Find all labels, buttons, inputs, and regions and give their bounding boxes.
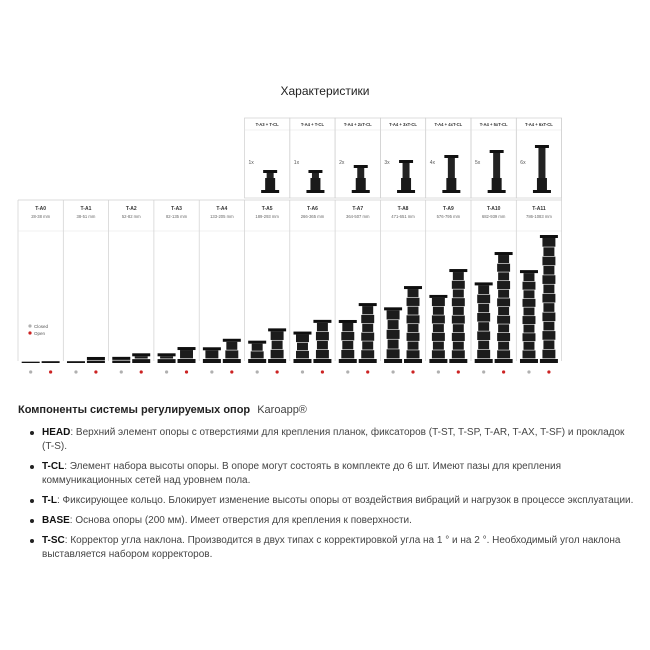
combo-icon-base [306, 190, 324, 193]
closed-pedestal-head [203, 347, 221, 350]
closed-pedestal-segment [297, 343, 308, 351]
closed-pedestal-base [429, 359, 447, 363]
open-pedestal-segment [226, 342, 237, 350]
model-range: 682-939 mm [481, 214, 506, 219]
open-pedestal-segment [317, 341, 328, 349]
closed-pedestal-segment [524, 325, 535, 333]
open-marker [185, 370, 188, 373]
closed-pedestal-segment [388, 340, 399, 349]
open-pedestal-segment [542, 238, 555, 247]
closed-pedestal-segment [523, 299, 536, 307]
combo-icon-extension [493, 153, 500, 178]
closed-pedestal-base [22, 362, 40, 363]
components-heading-text: Компоненты системы регулируемых опор [18, 404, 251, 416]
closed-pedestal-segment [296, 351, 309, 359]
open-marker [502, 370, 505, 373]
model-label: T-A7 [352, 206, 364, 212]
open-pedestal-head [313, 320, 331, 323]
closed-marker [165, 370, 168, 373]
open-pedestal-head [132, 353, 150, 356]
closed-marker [29, 370, 32, 373]
closed-marker [391, 370, 394, 373]
closed-pedestal-segment [477, 313, 490, 322]
open-pedestal-segment [498, 255, 509, 263]
component-desc: : Фиксирующее кольцо. Блокирует изменение высоты опоры от воздействия вибраций и нагрузок в процессе эксплуатации. [57, 495, 634, 506]
open-marker [140, 370, 143, 373]
legend-closed-marker [28, 324, 31, 327]
closed-pedestal-segment [432, 298, 445, 306]
closed-pedestal-segment [432, 315, 445, 323]
closed-pedestal-head [293, 332, 311, 335]
open-marker [49, 370, 52, 373]
open-pedestal-segment [407, 315, 420, 323]
open-pedestal-segment [453, 324, 464, 332]
closed-pedestal-segment [477, 350, 490, 359]
open-pedestal-segment [543, 247, 554, 256]
open-pedestal-base [178, 359, 196, 363]
combo-label: T-A4 + 3xT-CL [389, 122, 417, 127]
closed-pedestal-base [339, 359, 357, 363]
closed-pedestal-base [158, 359, 176, 363]
component-item-tcl [28, 460, 638, 488]
component-desc: : Корректор угла наклона. Производится в двух типах с корректировкой угла на 1 ° и на 2 °. Необходимый угол наклона выставляется набором корректоров. [42, 535, 621, 560]
model-range: 28-38 mm [31, 214, 51, 219]
closed-pedestal-segment [477, 295, 490, 304]
open-pedestal-segment [407, 350, 420, 358]
combo-icon-body [265, 178, 275, 190]
legend-open-label: Open [34, 331, 46, 336]
open-pedestal-segment [361, 333, 374, 341]
closed-pedestal-segment [387, 330, 400, 339]
closed-pedestal-segment [341, 332, 354, 340]
open-pedestal-segment [543, 303, 554, 312]
open-pedestal-segment [452, 333, 465, 341]
model-label: T-A8 [397, 206, 409, 212]
components-brand: Karoapp® [257, 404, 307, 416]
open-pedestal-segment [498, 307, 509, 315]
combo-icon-head [399, 160, 413, 163]
combo-icon-body [492, 178, 502, 190]
closed-pedestal-segment [523, 350, 536, 358]
open-marker [230, 370, 233, 373]
open-pedestal-head [178, 347, 196, 350]
model-range: 266-365 mm [300, 214, 325, 219]
component-term: HEAD [42, 427, 71, 438]
open-pedestal-segment [408, 342, 419, 350]
open-pedestal-base [42, 361, 60, 363]
combo-icon-head [490, 150, 504, 153]
closed-pedestal-segment [524, 307, 535, 315]
component-desc: : Основа опоры (200 мм). Имеет отверстия для крепления к поверхности. [69, 515, 412, 526]
component-desc: : Верхний элемент опоры с отверстиями для крепления планок, фиксаторов (T-ST, T-SP, T-AR, T-AX, T-SF) и прокладок (T-S). [42, 427, 625, 452]
open-pedestal-base [87, 361, 105, 363]
closed-marker [346, 370, 349, 373]
open-pedestal-segment [497, 350, 510, 358]
model-range: 364-507 mm [345, 214, 370, 219]
open-pedestal-segment [362, 341, 373, 349]
closed-pedestal-segment [387, 310, 400, 319]
closed-pedestal-head [248, 341, 266, 344]
combo-multiplier: 1x [293, 160, 300, 166]
combo-icon-head [263, 170, 277, 173]
model-range: 576-795 mm [436, 214, 461, 219]
closed-pedestal-segment [523, 316, 536, 324]
open-pedestal-head [87, 357, 105, 360]
closed-marker [437, 370, 440, 373]
open-pedestal-segment [543, 285, 554, 294]
component-item-tsc [28, 534, 638, 562]
combo-label: T-A4 + 4xT-CL [434, 122, 463, 127]
combo-icon-body [401, 178, 411, 190]
closed-pedestal-base [203, 359, 221, 363]
open-pedestal-segment [272, 341, 283, 350]
open-pedestal-head [268, 328, 286, 331]
closed-pedestal-head [112, 357, 130, 360]
model-range: 38-51 mm [76, 214, 96, 219]
component-term: T-CL [42, 461, 65, 472]
open-marker [457, 370, 460, 373]
closed-pedestal-segment [342, 341, 353, 349]
closed-pedestal-segment [478, 285, 489, 294]
open-pedestal-segment [452, 281, 465, 289]
open-pedestal-segment [497, 333, 510, 341]
open-pedestal-segment [498, 324, 509, 332]
open-pedestal-segment [407, 298, 420, 306]
open-pedestal-segment [180, 350, 193, 358]
open-pedestal-segment [271, 331, 284, 340]
page-title: Характеристики [280, 84, 370, 98]
combo-icon-extension [403, 163, 410, 178]
open-pedestal-segment [497, 281, 510, 289]
open-pedestal-segment [542, 275, 555, 284]
closed-marker [527, 370, 530, 373]
closed-pedestal-base [112, 361, 130, 363]
open-pedestal-segment [316, 350, 329, 358]
open-pedestal-segment [542, 331, 555, 340]
closed-marker [482, 370, 485, 373]
open-pedestal-segment [542, 257, 555, 266]
open-pedestal-segment [317, 323, 328, 331]
closed-pedestal-segment [524, 342, 535, 350]
combo-multiplier: 1x [248, 160, 254, 166]
open-pedestal-segment [542, 294, 555, 303]
open-pedestal-head [404, 286, 422, 289]
combo-label: T-A3 + T-CL [255, 122, 279, 127]
open-pedestal-segment [452, 298, 465, 306]
closed-pedestal-segment [342, 323, 353, 331]
open-marker [411, 370, 414, 373]
closed-pedestal-segment [478, 341, 489, 350]
combo-icon-base [488, 190, 506, 193]
combo-icon-base [261, 190, 279, 193]
model-label: T-A0 [35, 206, 47, 212]
closed-pedestal-base [475, 359, 493, 363]
closed-pedestal-head [475, 282, 493, 285]
closed-pedestal-segment [296, 335, 309, 343]
combo-multiplier: 2x [339, 160, 345, 166]
closed-pedestal-segment [478, 304, 489, 313]
open-pedestal-segment [453, 307, 464, 315]
combo-icon-head [535, 145, 549, 148]
combo-icon-body [356, 178, 366, 190]
closed-pedestal-segment [388, 320, 399, 329]
combo-multiplier: 3x [384, 160, 390, 166]
closed-pedestal-segment [477, 331, 490, 340]
model-label: T-A5 [261, 206, 273, 212]
combo-icon-head [354, 165, 368, 168]
combo-icon-base [397, 190, 415, 193]
model-label: T-A11 [532, 206, 546, 212]
closed-pedestal-base [384, 359, 402, 363]
closed-pedestal-segment [524, 273, 535, 281]
combo-icon-base [533, 190, 551, 193]
open-pedestal-segment [362, 324, 373, 332]
model-label: T-A10 [486, 206, 501, 212]
open-pedestal-segment [542, 350, 555, 359]
combo-icon-extension [448, 158, 455, 178]
combo-icon-head [308, 170, 322, 173]
closed-pedestal-segment [432, 350, 445, 358]
component-desc: : Элемент набора высоты опоры. В опоре могут состоять в комплекте до 6 шт. Имеют пазы для крепления коммуникационных сетей над уровнем пола. [42, 461, 562, 486]
closed-marker [256, 370, 259, 373]
open-pedestal-segment [361, 315, 374, 323]
model-label: T-A4 [216, 206, 228, 212]
closed-pedestal-segment [205, 350, 218, 358]
closed-pedestal-head [520, 270, 538, 273]
closed-pedestal-segment [432, 333, 445, 341]
closed-pedestal-segment [523, 282, 536, 290]
model-range: 82-135 mm [165, 214, 188, 219]
component-item-base [28, 514, 638, 528]
open-pedestal-segment [452, 316, 465, 324]
open-pedestal-segment [543, 266, 554, 275]
closed-pedestal-segment [251, 351, 264, 358]
open-pedestal-base [359, 359, 377, 363]
closed-pedestal-base [293, 359, 311, 363]
closed-pedestal-segment [433, 307, 444, 315]
combo-label: T-A4 + 6xT-CL [525, 122, 553, 127]
closed-pedestal-segment [252, 344, 263, 351]
model-range: 189-293 mm [255, 214, 279, 219]
open-pedestal-segment [408, 289, 419, 297]
closed-marker [301, 370, 304, 373]
closed-pedestal-segment [341, 350, 354, 358]
open-pedestal-segment [361, 350, 374, 358]
open-pedestal-segment [498, 272, 509, 280]
model-label: T-A6 [307, 206, 318, 212]
model-label: T-A2 [125, 206, 137, 212]
closed-marker [120, 370, 123, 373]
open-pedestal-head [223, 339, 241, 342]
closed-pedestal-head [384, 307, 402, 310]
open-pedestal-base [404, 359, 422, 363]
open-pedestal-segment [407, 333, 420, 341]
component-term: BASE [42, 515, 70, 526]
open-pedestal-segment [453, 342, 464, 350]
model-label: T-A9 [442, 206, 454, 212]
open-pedestal-segment [542, 312, 555, 321]
component-term: T-SC [42, 535, 65, 546]
closed-pedestal-base [248, 359, 266, 363]
model-range: 133-205 mm [210, 214, 234, 219]
combo-label: T-A4 + 5xT-CL [479, 122, 508, 127]
closed-pedestal-segment [433, 342, 444, 350]
open-pedestal-segment [135, 356, 148, 358]
component-item-tl [28, 494, 638, 508]
closed-pedestal-base [67, 361, 85, 363]
open-pedestal-base [132, 359, 150, 363]
components-list [18, 426, 638, 562]
components-heading [18, 404, 638, 416]
legend-closed-label: Closed [34, 324, 49, 329]
legend-open-marker [28, 331, 31, 334]
open-pedestal-base [449, 359, 467, 363]
open-pedestal-segment [543, 340, 554, 349]
open-pedestal-segment [498, 342, 509, 350]
closed-pedestal-segment [387, 349, 400, 358]
open-pedestal-segment [497, 264, 510, 272]
open-pedestal-segment [497, 298, 510, 306]
closed-pedestal-segment [433, 324, 444, 332]
closed-pedestal-segment [478, 322, 489, 331]
combo-icon-body [537, 178, 547, 190]
closed-marker [210, 370, 213, 373]
combo-multiplier: 6x [520, 160, 526, 166]
open-pedestal-segment [453, 289, 464, 297]
combo-icon-extension [312, 173, 319, 178]
open-pedestal-head [540, 235, 558, 238]
model-range: 52-82 mm [121, 214, 141, 219]
combo-icon-base [442, 190, 460, 193]
combo-multiplier: 5x [475, 160, 481, 166]
open-pedestal-base [313, 359, 331, 363]
open-pedestal-head [359, 303, 377, 306]
open-marker [547, 370, 550, 373]
open-pedestal-head [449, 269, 467, 272]
open-pedestal-segment [498, 290, 509, 298]
open-pedestal-base [540, 359, 558, 363]
open-pedestal-segment [316, 332, 329, 340]
open-pedestal-base [223, 359, 241, 363]
model-label: T-A1 [80, 206, 92, 212]
closed-pedestal-segment [160, 356, 173, 358]
components-section [18, 404, 638, 568]
model-range: 471-651 mm [391, 214, 415, 219]
open-pedestal-segment [453, 272, 464, 280]
open-marker [94, 370, 97, 373]
open-pedestal-base [495, 359, 513, 363]
component-term: T-L [42, 495, 57, 506]
closed-marker [74, 370, 77, 373]
closed-pedestal-head [339, 320, 357, 323]
open-marker [321, 370, 324, 373]
combo-icon-extension [357, 168, 364, 178]
closed-pedestal-segment [524, 290, 535, 298]
combo-icon-body [446, 178, 456, 190]
combo-icon-body [310, 178, 320, 190]
model-label: T-A3 [171, 206, 182, 212]
model-range: 786-1083 mm [526, 214, 552, 219]
open-pedestal-segment [408, 307, 419, 315]
open-marker [276, 370, 279, 373]
closed-pedestal-head [158, 353, 176, 356]
combo-label: T-A4 + 2xT-CL [343, 122, 372, 127]
component-item-head [28, 426, 638, 454]
open-pedestal-segment [225, 350, 238, 358]
open-pedestal-segment [543, 322, 554, 331]
pedestal-height-chart [0, 110, 650, 380]
open-pedestal-segment [497, 316, 510, 324]
open-pedestal-head [495, 252, 513, 255]
open-pedestal-segment [452, 350, 465, 358]
combo-icon-head [444, 155, 458, 158]
combo-icon-base [352, 190, 370, 193]
combo-multiplier: 4x [429, 160, 435, 166]
open-pedestal-segment [271, 350, 284, 359]
closed-pedestal-base [520, 359, 538, 363]
closed-pedestal-segment [523, 333, 536, 341]
combo-icon-extension [538, 148, 545, 178]
combo-label: T-A4 + T-CL [300, 122, 325, 127]
open-pedestal-base [268, 359, 286, 363]
combo-icon-extension [267, 173, 274, 178]
closed-pedestal-head [429, 295, 447, 298]
open-pedestal-segment [362, 306, 373, 314]
open-marker [366, 370, 369, 373]
open-pedestal-segment [408, 324, 419, 332]
